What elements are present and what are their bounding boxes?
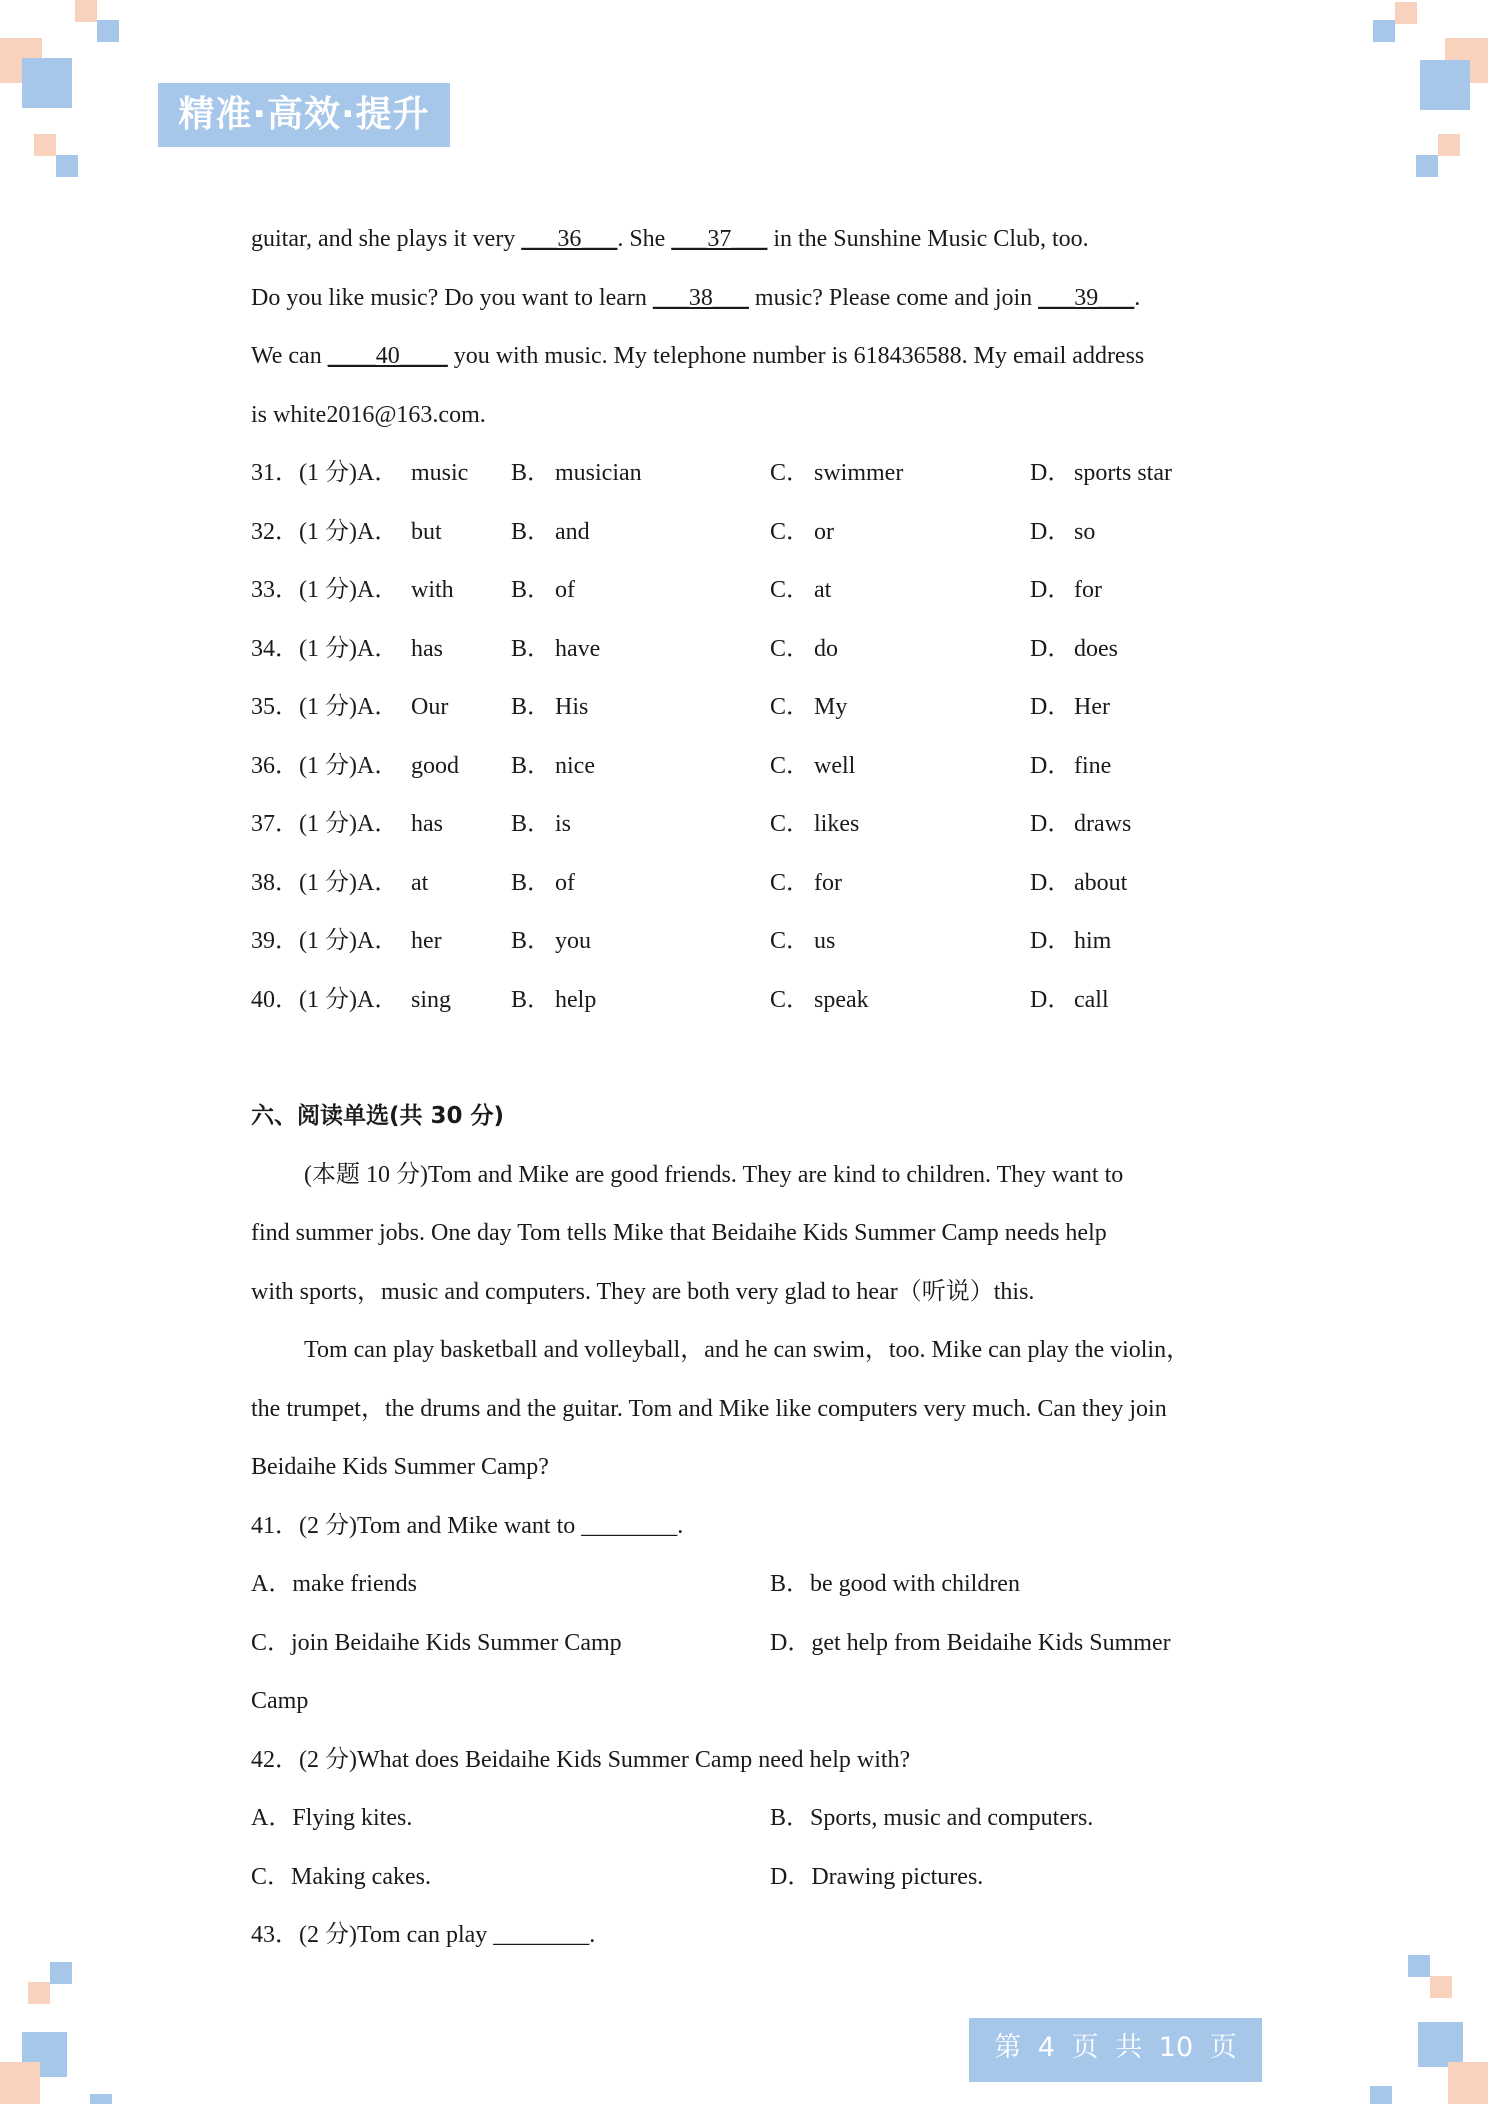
- decor-square: [90, 2094, 112, 2104]
- option-d[interactable]: [1030, 561, 1102, 620]
- option-text: and: [555, 518, 590, 545]
- option-d-continuation: Camp: [251, 1688, 309, 1714]
- cloze-question-row: [251, 444, 1251, 503]
- option-text: Her: [1074, 694, 1110, 720]
- option-c[interactable]: [770, 795, 859, 854]
- option-letter: B．: [511, 460, 552, 486]
- option-letter: B．: [511, 928, 552, 954]
- passage-line: [251, 327, 1251, 386]
- decor-square: [1418, 2022, 1463, 2067]
- option-c[interactable]: [770, 444, 903, 503]
- option-text: sports star: [1074, 460, 1172, 486]
- option-c[interactable]: [770, 620, 838, 679]
- decor-square: [97, 20, 119, 42]
- option-letter: C．: [770, 635, 811, 662]
- option-b[interactable]: [511, 561, 575, 620]
- question-stem: 31．(1 分)A．: [251, 460, 399, 486]
- option-text: is: [555, 811, 572, 837]
- question-stem: 32．(1 分)A．: [251, 518, 399, 545]
- option-a[interactable]: sing: [411, 986, 452, 1013]
- option-c[interactable]: C．join Beidaihe Kids Summer Camp: [251, 1629, 622, 1656]
- option-a[interactable]: with: [411, 577, 454, 603]
- option-a[interactable]: A．Flying kites.: [251, 1805, 413, 1831]
- option-letter: D．: [1030, 635, 1072, 662]
- cloze-question-row: [251, 737, 1251, 796]
- cloze-question-row: [251, 912, 1251, 971]
- option-text: at: [814, 577, 832, 603]
- option-letter: C．: [770, 518, 811, 545]
- passage-line: [251, 386, 1251, 445]
- option-d[interactable]: [1030, 795, 1131, 854]
- header-banner: 精准·高效·提升: [158, 83, 450, 147]
- option-row: [251, 1789, 1251, 1848]
- option-letter: C．: [770, 460, 811, 486]
- spacer: [251, 1029, 1251, 1087]
- decor-square: [34, 134, 56, 156]
- option-text: help: [555, 986, 597, 1013]
- passage-line: [251, 269, 1251, 328]
- cloze-question-row: [251, 561, 1251, 620]
- option-c[interactable]: [770, 561, 831, 620]
- option-letter: D．: [1030, 694, 1072, 720]
- option-b[interactable]: [511, 620, 600, 679]
- option-text: speak: [814, 986, 869, 1013]
- decor-square: [28, 1982, 50, 2004]
- option-text: about: [1074, 869, 1128, 896]
- answer-blank: ___37___: [671, 226, 768, 252]
- question-stem: 40．(1 分)A．: [251, 986, 399, 1013]
- decor-square: [75, 0, 97, 22]
- option-c[interactable]: [770, 971, 869, 1030]
- option-text: nice: [555, 752, 595, 779]
- option-a[interactable]: has: [411, 635, 443, 662]
- option-c[interactable]: C．Making cakes.: [251, 1863, 431, 1890]
- option-b[interactable]: [511, 737, 595, 796]
- option-a[interactable]: A．make friends: [251, 1571, 417, 1597]
- option-letter: B．: [511, 694, 552, 720]
- paragraph-line: the trumpet，the drums and the guitar. Tom and Mike like computers very much. Can they join: [251, 1395, 1167, 1422]
- passage-text: We can: [251, 343, 328, 369]
- option-text: musician: [555, 460, 642, 486]
- option-d[interactable]: [1030, 912, 1111, 971]
- option-letter: C．: [770, 928, 811, 954]
- option-letter: D．: [1030, 928, 1072, 954]
- passage-text: in the Sunshine Music Club, too.: [767, 226, 1089, 252]
- option-d[interactable]: [1030, 854, 1127, 913]
- option-b[interactable]: [511, 678, 588, 737]
- decor-square: [0, 2062, 40, 2104]
- question-stem: 37．(1 分)A．: [251, 811, 399, 837]
- decor-square: [1373, 20, 1395, 42]
- cloze-question-row: [251, 971, 1251, 1030]
- option-letter: B．: [511, 752, 552, 779]
- option-text: swimmer: [814, 460, 904, 486]
- question-stem: 33．(1 分)A．: [251, 577, 399, 603]
- paragraph-line: with sports，music and computers. They are both very glad to hear（听说）this.: [251, 1278, 1035, 1305]
- option-text: us: [814, 928, 836, 954]
- cloze-question-row: [251, 795, 1251, 854]
- option-c[interactable]: [770, 912, 835, 971]
- decor-square: [1416, 155, 1438, 177]
- option-a[interactable]: music: [411, 460, 469, 486]
- question-stem: 39．(1 分)A．: [251, 928, 399, 954]
- option-text: well: [814, 752, 856, 779]
- option-text: so: [1074, 518, 1096, 545]
- option-b[interactable]: [511, 795, 571, 854]
- page-number-footer: 第 4 页 共 10 页: [969, 2018, 1262, 2082]
- option-letter: B．: [511, 635, 552, 662]
- option-c[interactable]: [770, 854, 842, 913]
- option-a[interactable]: Our: [411, 694, 449, 720]
- option-a[interactable]: her: [411, 928, 442, 954]
- option-d[interactable]: [1030, 503, 1095, 562]
- question-stem: 42．(2 分)What does Beidaihe Kids Summer Camp need help with?: [251, 1746, 911, 1773]
- passage-text: is white2016@163.com.: [251, 401, 486, 428]
- option-letter: B．: [511, 869, 552, 896]
- option-text: fine: [1074, 752, 1112, 779]
- option-letter: D．: [1030, 752, 1072, 779]
- option-text: likes: [814, 811, 860, 837]
- option-c[interactable]: [770, 678, 847, 737]
- option-d[interactable]: [1030, 971, 1109, 1030]
- option-text: or: [814, 518, 834, 545]
- answer-blank: ___39___: [1038, 284, 1135, 311]
- section-title: 六、阅读单选(共 30 分): [251, 1103, 505, 1129]
- option-b[interactable]: [511, 912, 591, 971]
- option-letter: C．: [770, 577, 811, 603]
- option-letter: D．: [1030, 518, 1072, 545]
- passage-text: guitar, and she plays it very: [251, 226, 522, 252]
- option-letter: B．: [511, 986, 552, 1013]
- option-a[interactable]: has: [411, 811, 443, 837]
- decor-square: [1438, 134, 1460, 156]
- passage-text: Do you like music? Do you want to learn: [251, 284, 653, 311]
- option-b[interactable]: B．Sports, music and computers.: [770, 1805, 1094, 1831]
- cloze-question-row: [251, 620, 1251, 679]
- option-row: [251, 1848, 1251, 1907]
- cloze-question-list: [251, 444, 1251, 1029]
- option-letter: D．: [1030, 460, 1072, 486]
- option-text: him: [1074, 928, 1112, 954]
- question-stem: 35．(1 分)A．: [251, 694, 399, 720]
- question-stem: 41．(2 分)Tom and Mike want to ________.: [251, 1512, 684, 1539]
- answer-blank: ____40____: [327, 343, 448, 369]
- option-letter: C．: [770, 986, 811, 1013]
- option-d[interactable]: [1030, 737, 1111, 796]
- decor-square: [56, 155, 78, 177]
- decor-square: [1370, 2086, 1392, 2104]
- option-text: you: [555, 928, 591, 954]
- option-text: His: [555, 694, 589, 720]
- option-text: does: [1074, 635, 1118, 662]
- option-b[interactable]: [511, 854, 575, 913]
- answer-blank: ___38___: [652, 284, 749, 311]
- option-d[interactable]: [1030, 620, 1118, 679]
- option-letter: D．: [1030, 986, 1072, 1013]
- decor-square: [22, 58, 72, 108]
- option-row: [251, 1614, 1251, 1673]
- option-b[interactable]: [511, 444, 642, 503]
- paragraph-line: Beidaihe Kids Summer Camp?: [251, 1454, 549, 1480]
- decor-square: [50, 1962, 72, 1984]
- cloze-question-row: [251, 678, 1251, 737]
- option-a[interactable]: at: [411, 869, 429, 896]
- passage-text: you with music. My telephone number is 618436588. My email address: [447, 343, 1145, 369]
- decor-square: [1408, 1955, 1430, 1977]
- cloze-question-row: [251, 503, 1251, 562]
- option-a[interactable]: but: [411, 518, 442, 545]
- option-letter: D．: [1030, 811, 1072, 837]
- cloze-question-row: [251, 854, 1251, 913]
- option-d[interactable]: [1030, 444, 1172, 503]
- option-d[interactable]: [1030, 678, 1110, 737]
- passage-text: music? Please come and join: [748, 284, 1039, 311]
- option-letter: B．: [511, 518, 552, 545]
- question-stem: 34．(1 分)A．: [251, 635, 399, 662]
- paragraph-line: (本题 10 分)Tom and Mike are good friends. They are kind to children. They want to: [304, 1161, 1124, 1188]
- question-stem: 38．(1 分)A．: [251, 869, 399, 896]
- decor-square: [1430, 1976, 1452, 1998]
- option-row: [251, 1555, 1251, 1614]
- passage-text: .: [1134, 284, 1141, 311]
- passage-text: . She: [617, 226, 672, 252]
- option-d[interactable]: D．get help from Beidaihe Kids Summer: [770, 1629, 1171, 1656]
- option-letter: C．: [770, 811, 811, 837]
- decor-square: [1395, 2, 1417, 24]
- option-letter: C．: [770, 869, 811, 896]
- paragraph-line: Tom can play basketball and volleyball，and he can swim，too. Mike can play the violin，: [304, 1337, 1191, 1363]
- option-text: for: [1074, 577, 1102, 603]
- option-letter: C．: [770, 694, 811, 720]
- option-text: draws: [1074, 811, 1132, 837]
- option-c[interactable]: [770, 737, 855, 796]
- option-text: have: [555, 635, 601, 662]
- option-text: for: [814, 869, 842, 896]
- option-letter: D．: [1030, 869, 1072, 896]
- paragraph-line: find summer jobs. One day Tom tells Mike that Beidaihe Kids Summer Camp needs help: [251, 1220, 1107, 1246]
- passage-line: [251, 210, 1251, 269]
- option-text: of: [555, 869, 575, 896]
- option-d[interactable]: D．Drawing pictures.: [770, 1863, 984, 1890]
- page-content: [251, 210, 1251, 1965]
- option-text: call: [1074, 986, 1109, 1013]
- option-text: do: [814, 635, 838, 662]
- option-c[interactable]: [770, 503, 834, 562]
- question-stem: 43．(2 分)Tom can play ________.: [251, 1922, 596, 1948]
- option-a[interactable]: good: [411, 752, 459, 779]
- answer-blank: ___36___: [521, 226, 618, 252]
- decor-square: [1420, 60, 1470, 110]
- option-text: of: [555, 577, 575, 603]
- question-stem: 36．(1 分)A．: [251, 752, 399, 779]
- option-letter: B．: [511, 577, 552, 603]
- option-b[interactable]: B．be good with children: [770, 1571, 1020, 1597]
- decor-square: [1448, 2062, 1488, 2104]
- option-letter: D．: [1030, 577, 1072, 603]
- option-letter: B．: [511, 811, 552, 837]
- option-letter: C．: [770, 752, 811, 779]
- option-b[interactable]: [511, 971, 596, 1030]
- option-b[interactable]: [511, 503, 590, 562]
- option-text: My: [814, 694, 848, 720]
